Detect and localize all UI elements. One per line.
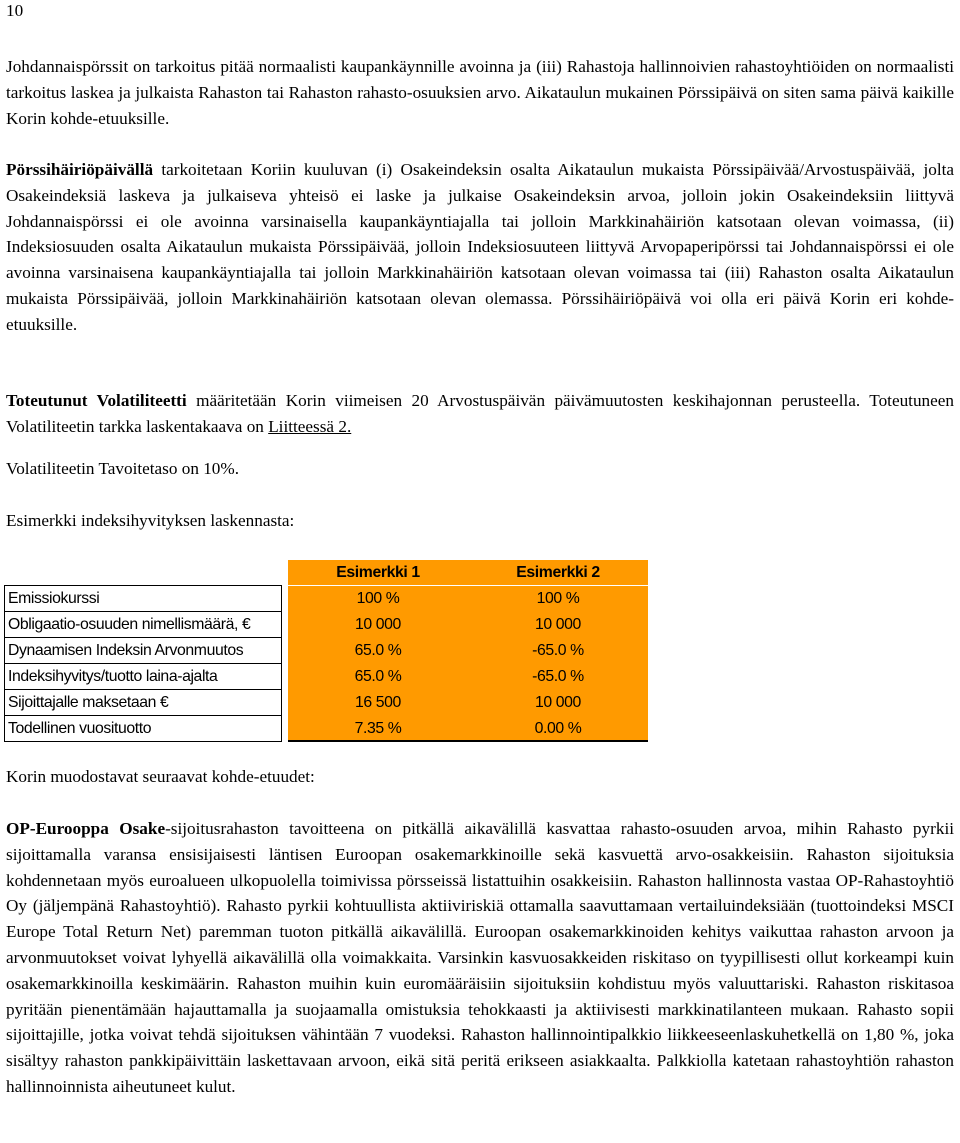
paragraph-trading-days: Johdannaispörssit on tarkoitus pitää normaalisti kaupankäynnille avoinna ja (iii) Rahastoja hallinnoivien rahastoyhtiöiden on normaalisti tarkoitus laskea ja julkaista Rahaston tai Rahaston rahasto-osuuksien arvo. Aikataulun mukainen Pörssipäivä on siten sama päivä kaikille Korin kohde-etuuksille. [6,57,954,128]
table-row-label: Emissiokurssi [4,585,282,612]
market-disruption-definition: tarkoitetaan Koriin kuuluvan (i) Osakeindeksin osalta Aikataulun mukaista Pörssipäivää/Arvostuspäivää, jolta Osakeindeksiä laskeva ja julkaiseva yhteisö ei laske ja julkaise Osakeindeksin arvoa, jolloin jokin Osakeindeksiin liittyvä Johdannaispörssi ei ole avoinna varsinaisella kaupankäyntiajalla tai jolloin Markkinahäiriön katsotaan olevan voimassa, (ii) Indeksiosuuden osalta Aikataulun mukaista Pörssipäivää, jolloin Indeksiosuuteen liittyvä Arvopaperipörssi tai Johdannaispörssi ei ole avoinna varsinaisena kaupankäyntiajalla tai jolloin Markkinahäiriön katsotaan olevan voimassa tai (iii) Rahaston osalta Aikataulun mukaista Pörssipäivää, jolloin Markkinahäiriön katsotaan olevan olemassa. Pörssihäiriöpäivä voi olla eri päivä Korin eri kohde-etuuksille. [6,160,954,334]
table-row-label: Sijoittajalle maksetaan € [4,690,282,716]
table-cell-example-2: 10 000 [468,612,648,638]
table-header-example-1: Esimerkki 1 [288,560,468,585]
page-number: 10 [6,1,24,20]
term-op-eurooppa-osake: OP-Eurooppa Osake [6,819,166,838]
table-cell-example-2: -65.0 % [468,664,648,690]
paragraph-target-volatility: Volatiliteetin Tavoitetaso on 10%. [6,459,240,478]
table-cell-example-1: 65.0 % [288,638,468,664]
example-table [4,560,648,740]
table-cell-example-1: 10 000 [288,612,468,638]
table-cell-example-2: 10 000 [468,690,648,716]
table-header-example-2: Esimerkki 2 [468,560,648,585]
table-row-label: Obligaatio-osuuden nimellismäärä, € [4,612,282,638]
table-cell-example-1: 7.35 % [288,716,468,742]
realized-volatility-definition: määritetään Korin viimeisen 20 Arvostuspäivän päivämuutosten keskihajonnan perusteella. Toteutuneen Volatiliteetin tarkka laskentakaava on [6,391,954,436]
appendix-2-link[interactable]: Liitteessä 2. [268,416,352,436]
term-market-disruption-day: Pörssihäiriöpäivällä [6,160,154,179]
table-cell-example-2: -65.0 % [468,638,648,664]
table-bottom-rule [288,740,648,742]
table-row-label: Dynaamisen Indeksin Arvonmuutos [4,638,282,664]
paragraph-basket-intro: Korin muodostavat seuraavat kohde-etuudet: [6,767,315,786]
paragraph-example-intro: Esimerkki indeksihyvityksen laskennasta: [6,511,295,530]
term-realized-volatility: Toteutunut Volatiliteetti [6,391,187,410]
table-row-label: Indeksihyvitys/tuotto laina-ajalta [4,664,282,690]
table-cell-example-2: 0.00 % [468,716,648,742]
table-cell-example-1: 16 500 [288,690,468,716]
table-cell-example-1: 65.0 % [288,664,468,690]
table-cell-example-2: 100 % [468,586,648,612]
table-row-label: Todellinen vuosituotto [4,716,282,742]
paragraph-realized-volatility [6,388,954,440]
paragraph-op-eurooppa-osake [6,816,954,1100]
op-eurooppa-osake-description: -sijoitusrahaston tavoitteena on pitkällä aikavälillä kasvattaa rahasto-osuuden arvoa, mihin Rahasto pyrkii sijoittamalla varansa ensisijaisesti läntisen Euroopan osakemarkkinoille sekä kasvuettä arvo-osakkeisiin. Rahaston sijoituksia kohdennetaan myös euroalueen ulkopuolella toimivissa pörsseissä listattuihin osakkeisiin. Rahaston hallinnosta vastaa OP-Rahastoyhtiö Oy (jäljempänä Rahastoyhtiö). Rahasto pyrkii kohtuullista aktiiviriskiä ottamalla saavuttamaan vertailuindeksiään (tuottoindeksi MSCI Europe Total Return Net) paremman tuoton pitkällä aikavälillä. Euroopan osakemarkkinoiden kehitys vaikuttaa rahaston arvoon ja arvonmuutokset voivat lyhyellä aikavälillä olla voimakkaita. Varsinkin kasvuosakkeiden riskitaso on tyypillisesti ollut korkeampi kuin osakemarkkinoilla keskimäärin. Rahaston muihin kuin euromääräisiin sijoituksiin kohdistuu myös valuuttariski. Rahaston riskitasoa pyritään pienentämään hajauttamalla ja suojaamalla omistuksia tehokkaasti ja aktiivisesti markkinatilanteen mukaan. Rahasto sopii sijoittajille, jotka voivat tehdä sijoituksen vähintään 7 vuodeksi. Rahaston hallinnointipalkkio liikkeeseenlaskuhetkellä on 1,80 %, joka sisältyy rahaston pankkipäivittäin laskettavaan arvoon, eikä sitä peritä erikseen asiakkaalta. Palkkiolla katetaan rahastoyhtiön rahaston hallinnoinnista aiheutuneet kulut. [6,819,954,1096]
paragraph-market-disruption [6,157,954,338]
table-cell-example-1: 100 % [288,586,468,612]
